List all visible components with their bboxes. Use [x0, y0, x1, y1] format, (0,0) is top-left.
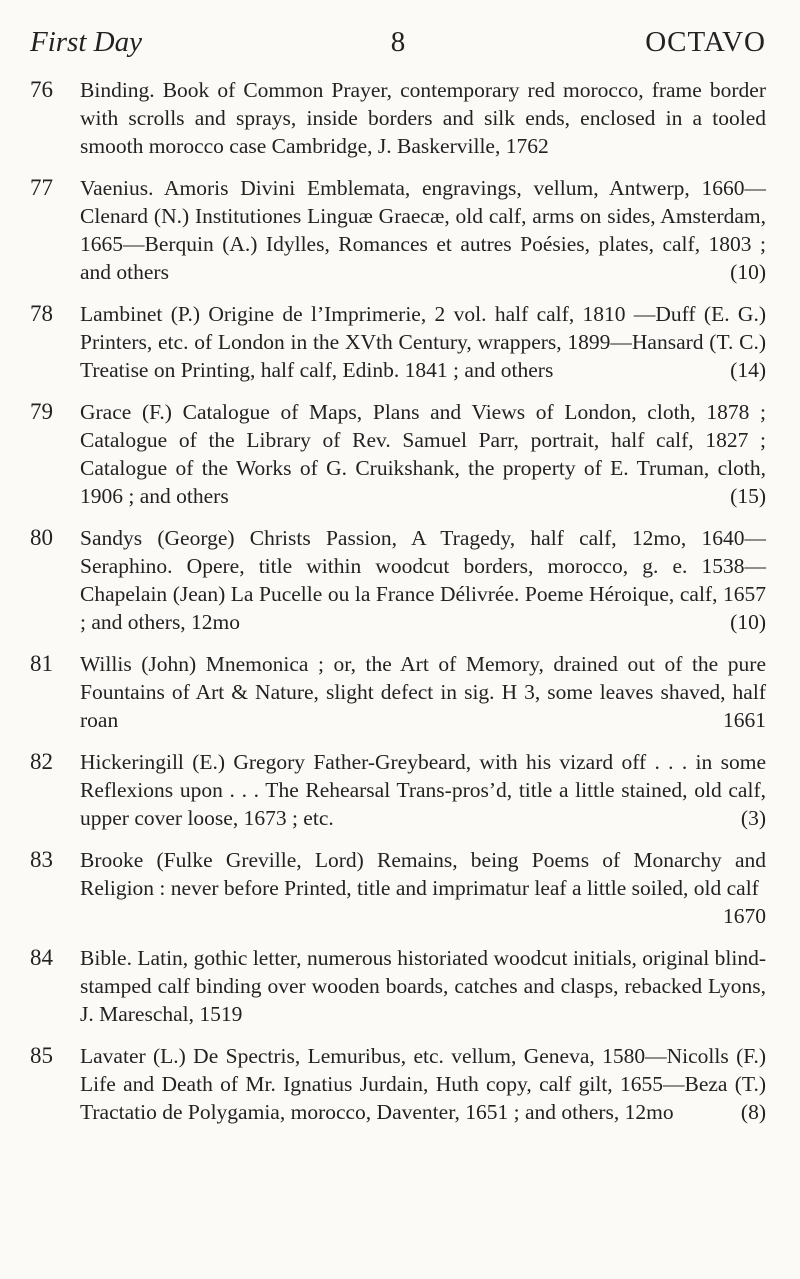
lot-count: (8)	[740, 1100, 766, 1124]
lot-date: 1661	[723, 708, 766, 732]
lot-count: (10)	[730, 610, 766, 634]
lot-description: Hickeringill (E.) Gregory Father-Greybeard, with his vizard off . . . in some Reflexions upon . . . The Rehearsal Trans-pros’d, title a little stained, old calf, upper cover loose, 1673 ; etc.	[80, 750, 766, 830]
lot-entry	[30, 76, 766, 160]
lot-number: 77	[30, 175, 53, 200]
lot-entry	[30, 650, 766, 734]
lot-description: Vaenius. Amoris Divini Emblemata, engravings, vellum, Antwerp, 1660—Clenard (N.) Institutiones Linguæ Graecæ, old calf, arms on sides, Amsterdam, 1665—Berquin (A.) Idylles, Romances et autres Poésies, plates, calf, 1803 ; and others	[80, 176, 766, 284]
lot-entry	[30, 300, 766, 384]
lot-number: 80	[30, 525, 53, 550]
lot-entry	[30, 846, 766, 930]
lot-description: Bible. Latin, gothic letter, numerous historiated woodcut initials, original blind-stamped calf binding over wooden boards, catches and clasps, rebacked Lyons, J. Mareschal, 1519	[80, 946, 766, 1026]
lot-number: 85	[30, 1043, 53, 1068]
lot-list	[30, 76, 766, 1126]
lot-count: (15)	[730, 484, 766, 508]
lot-description: Willis (John) Mnemonica ; or, the Art of Memory, drained out of the pure Fountains of Art & Nature, slight defect in sig. H 3, some leaves shaved, half roan	[80, 652, 766, 732]
lot-description: Binding. Book of Common Prayer, contemporary red morocco, frame border with scrolls and sprays, inside borders and silk ends, enclosed in a tooled smooth morocco case Cambridge, J. Baskerville, 1762	[80, 78, 766, 158]
format-heading: OCTAVO	[645, 26, 766, 58]
lot-number: 82	[30, 749, 53, 774]
lot-entry	[30, 524, 766, 636]
lot-count: (3)	[740, 806, 766, 830]
lot-number: 78	[30, 301, 53, 326]
page-number: 8	[390, 26, 406, 58]
lot-entry	[30, 1042, 766, 1126]
lot-description: Grace (F.) Catalogue of Maps, Plans and Views of London, cloth, 1878 ; Catalogue of the Library of Rev. Samuel Parr, portrait, half calf, 1827 ; Catalogue of the Works of G. Cruikshank, the property of E. Truman, cloth, 1906 ; and others	[80, 400, 766, 508]
lot-entry	[30, 748, 766, 832]
lot-entry	[30, 398, 766, 510]
lot-entry	[30, 944, 766, 1028]
page-header	[30, 26, 766, 72]
lot-number: 83	[30, 847, 53, 872]
lot-count: (14)	[730, 358, 766, 382]
lot-entry	[30, 174, 766, 286]
day-heading: First Day	[30, 26, 142, 58]
lot-number: 81	[30, 651, 53, 676]
lot-description: Lavater (L.) De Spectris, Lemuribus, etc. vellum, Geneva, 1580—Nicolls (F.) Life and Death of Mr. Ignatius Jurdain, Huth copy, calf gilt, 1655—Beza (T.) Tractatio de Polygamia, morocco, Daventer, 1651 ; and others, 12mo	[80, 1044, 766, 1124]
lot-description: Lambinet (P.) Origine de l’Imprimerie, 2 vol. half calf, 1810 —Duff (E. G.) Printers, etc. of London in the XVth Century, wrappers, 1899—Hansard (T. C.) Treatise on Printing, half calf, Edinb. 1841 ; and others	[80, 302, 766, 382]
lot-number: 79	[30, 399, 53, 424]
lot-number: 76	[30, 77, 53, 102]
lot-number: 84	[30, 945, 53, 970]
lot-date: 1670	[723, 904, 766, 928]
lot-description: Sandys (George) Christs Passion, A Tragedy, half calf, 12mo, 1640—Seraphino. Opere, title within woodcut borders, morocco, g. e. 1538—Chapelain (Jean) La Pucelle ou la France Délivrée. Poeme Héroique, calf, 1657 ; and others, 12mo	[80, 526, 766, 634]
lot-count: (10)	[730, 260, 766, 284]
lot-description: Brooke (Fulke Greville, Lord) Remains, being Poems of Monarchy and Religion : never before Printed, title and imprimatur leaf a little soiled, old calf	[80, 848, 766, 900]
